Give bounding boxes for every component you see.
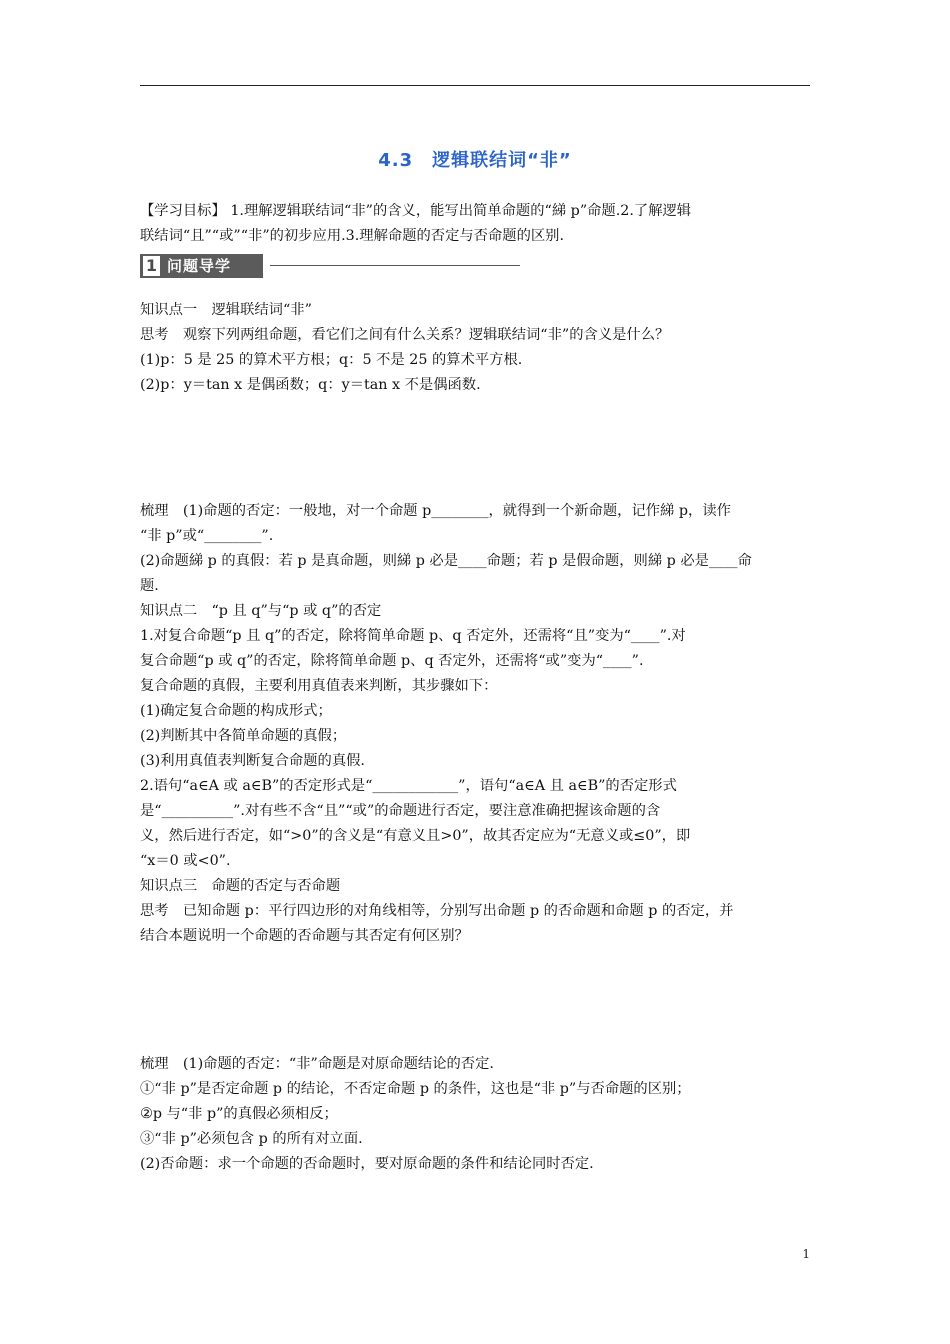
section-header	[140, 254, 530, 278]
header-rule	[140, 85, 810, 86]
goals-line: 【学习目标】 1.理解逻辑联结词“非”的含义，能写出简单命题的“綈 p”命题.2.了解逻辑	[140, 203, 692, 219]
text-line: 知识点一 逻辑联结词“非”	[140, 302, 312, 318]
text-line: (3)利用真值表判断复合命题的真假.	[140, 753, 365, 769]
section-badge	[140, 254, 263, 278]
text-line: “x＝0 或<0”.	[140, 853, 231, 869]
text-line: 知识点三 命题的否定与否命题	[140, 878, 341, 894]
summary-and-points	[140, 499, 812, 949]
knowledge-point-1	[140, 298, 812, 398]
text-line: (1)确定复合命题的构成形式；	[140, 703, 332, 719]
learning-goals	[140, 199, 812, 249]
text-line: ③“非 p”必须包含 p 的所有对立面.	[140, 1131, 363, 1147]
text-line: 思考 观察下列两组命题，看它们之间有什么关系？逻辑联结词“非”的含义是什么？	[140, 327, 670, 343]
page-number: 1	[802, 1247, 810, 1261]
summary-negation	[140, 1052, 812, 1177]
text-line: 复合命题的真假，主要利用真值表来判断，其步骤如下：	[140, 678, 498, 694]
text-line: 梳理 (1)命题的否定：一般地，对一个命题 p________，就得到一个新命题，记作綈 p，读作	[140, 503, 731, 519]
text-line: ②p 与“非 p”的真假必须相反；	[140, 1106, 338, 1122]
page-title: 4.3 逻辑联结词“非”	[378, 150, 572, 171]
text-line: “非 p”或“________”.	[140, 528, 274, 544]
text-line: (2)判断其中各简单命题的真假；	[140, 728, 347, 744]
text-line: ①“非 p”是否定命题 p 的结论，不否定命题 p 的条件，这也是“非 p”与否命题的区别；	[140, 1081, 691, 1097]
section-label: 问题导学	[167, 257, 232, 275]
section-number: 1	[143, 256, 160, 276]
text-line: 梳理 (1)命题的否定：“非”命题是对原命题结论的否定.	[140, 1056, 494, 1072]
text-line: (2)p：y＝tan x 是偶函数；q：y＝tan x 不是偶函数.	[140, 377, 481, 393]
text-line: 知识点二 “p 且 q”与“p 或 q”的否定	[140, 603, 382, 619]
section-rule	[270, 265, 520, 266]
text-line: 复合命题“p 或 q”的否定，除将简单命题 p、q 否定外，还需将“或”变为“____”.	[140, 653, 644, 669]
text-line: 结合本题说明一个命题的否命题与其否定有何区别？	[140, 928, 469, 944]
text-line: 思考 已知命题 p：平行四边形的对角线相等，分别写出命题 p 的否命题和命题 p 的否定，并	[140, 903, 734, 919]
text-line: 2.语句“a∈A 或 a∈B”的否定形式是“____________”，语句“a∈A 且 a∈B”的否定形式	[140, 778, 677, 794]
text-line: 1.对复合命题“p 且 q”的否定，除将简单命题 p、q 否定外，还需将“且”变为“____”.对	[140, 628, 686, 644]
text-line: (2)否命题：求一个命题的否命题时，要对原命题的条件和结论同时否定.	[140, 1156, 594, 1172]
text-line: (1)p：5 是 25 的算术平方根；q：5 不是 25 的算术平方根.	[140, 352, 523, 368]
text-line: 义，然后进行否定，如“>0”的含义是“有意义且>0”，故其否定应为“无意义或≤0”，即	[140, 828, 691, 844]
goals-line: 联结词“且”“或”“非”的初步应用.3.理解命题的否定与否命题的区别.	[140, 228, 565, 244]
text-line: (2)命题綈 p 的真假：若 p 是真命题，则綈 p 必是____命题；若 p 是假命题，则綈 p 必是____命	[140, 553, 752, 569]
text-line: 题.	[140, 578, 159, 594]
text-line: 是“__________”.对有些不含“且”“或”的命题进行否定，要注意准确把握该命题的含	[140, 803, 661, 819]
